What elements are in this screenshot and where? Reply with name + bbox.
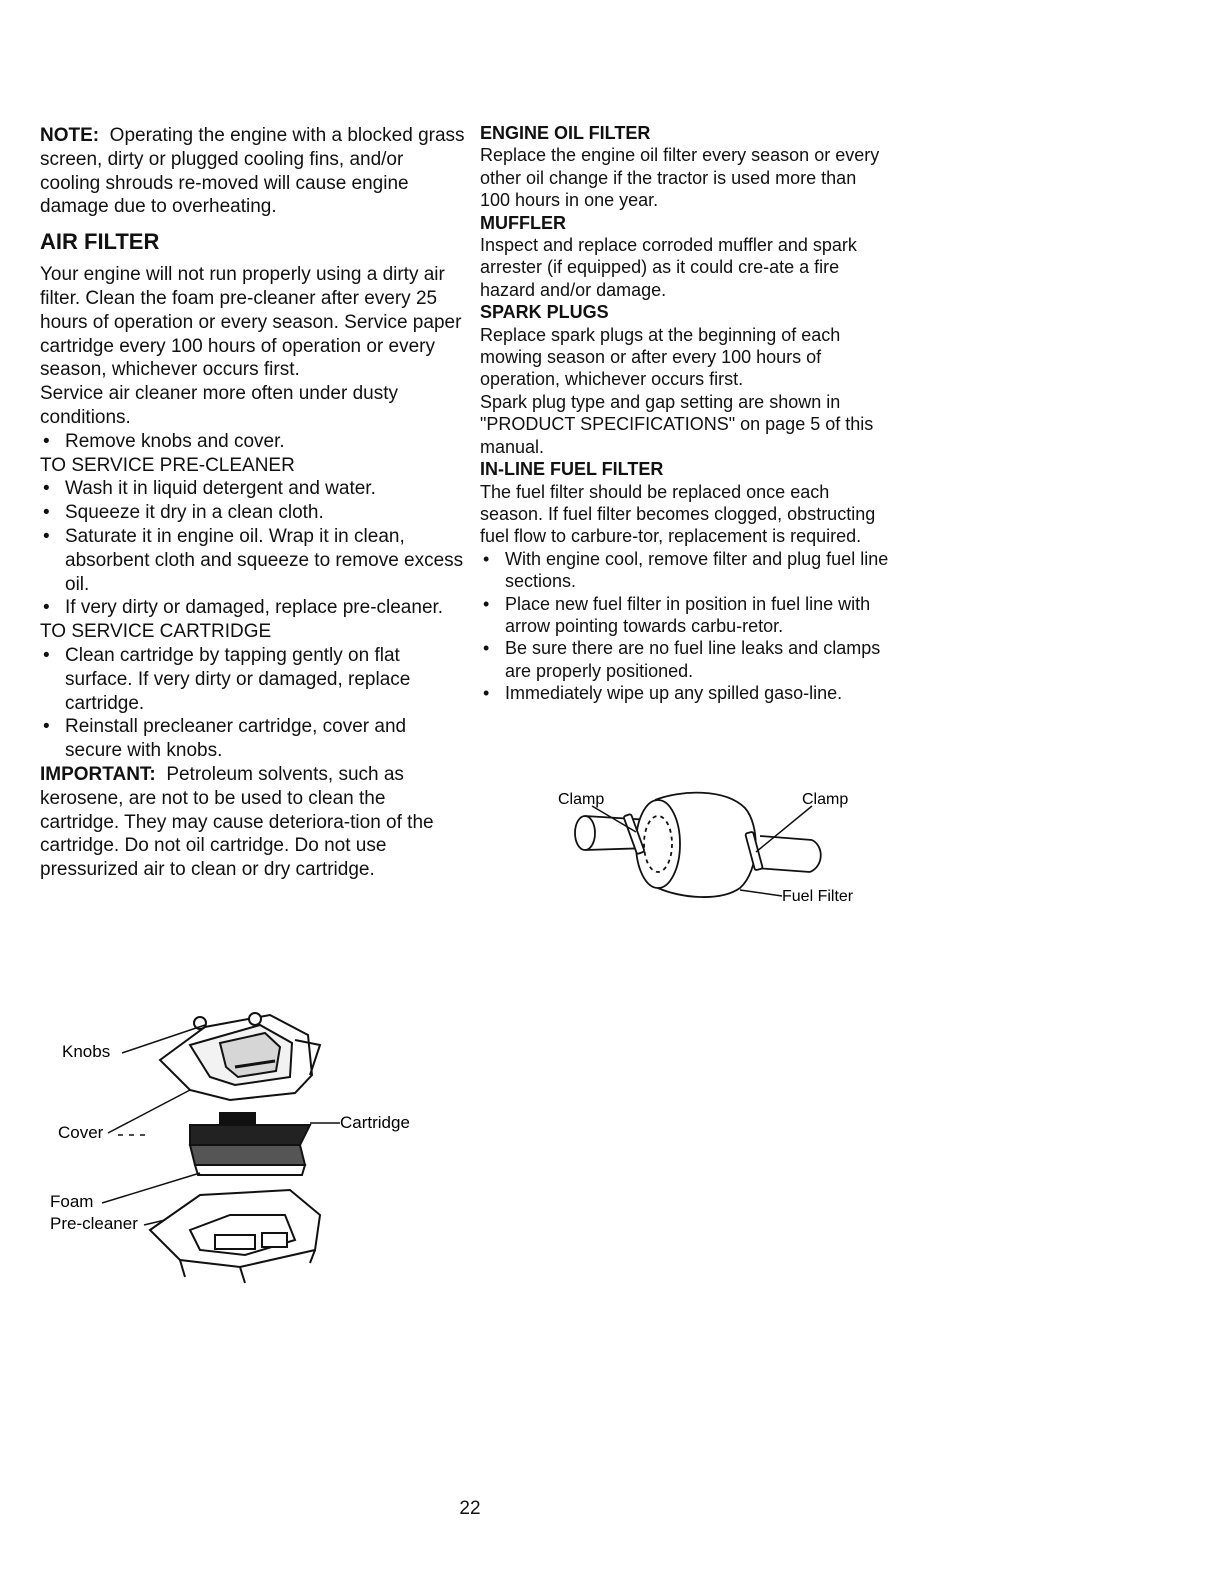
- list-item: • With engine cool, remove filter and plug fuel line sections.: [480, 548, 890, 593]
- cover-label: Cover: [58, 1123, 104, 1142]
- pre-cleaner-label: Pre-cleaner: [50, 1214, 138, 1233]
- cartridge-drawing: [190, 1113, 310, 1175]
- air-filter-bullets-a: [40, 430, 465, 454]
- pre-cleaner-drawing: [150, 1190, 320, 1283]
- fuel-filter-heading: IN-LINE FUEL FILTER: [480, 459, 664, 480]
- spark-plugs-text-1: Replace spark plugs at the beginning of each mowing season or after every 100 hours of operation, whichever occurs first.: [480, 324, 841, 390]
- important-label: IMPORTANT:: [40, 763, 156, 785]
- engine-oil-filter-heading: ENGINE OIL FILTER: [480, 123, 651, 143]
- engine-oil-filter-text: Replace the engine oil filter every season or every other oil change if the tractor is used more than 100 hours in one year.: [480, 145, 880, 211]
- important-paragraph: [40, 763, 465, 882]
- list-item: • Squeeze it dry in a clean cloth.: [40, 501, 465, 525]
- list-item: • Place new fuel filter in position in fuel line with arrow pointing towards carbu-retor.: [480, 593, 890, 638]
- air-filter-para-1: Your engine will not run properly using a dirty air filter. Clean the foam pre-cleaner after every 25 hours of operation or every season. Service paper cartridge every 100 hours of operation or every season, whichever occurs first.: [40, 264, 462, 381]
- leader-line: [108, 1090, 190, 1133]
- cartridge-subheading: TO SERVICE CARTRIDGE: [40, 621, 272, 643]
- note-label: NOTE:: [40, 125, 100, 146]
- note-text: Operating the engine with a blocked grass screen, dirty or plugged cooling fins, and/or cooling shrouds re-moved will cause engine damage due to overheating.: [40, 125, 465, 218]
- cartridge-label: Cartridge: [340, 1113, 410, 1132]
- spark-plugs-text-2: Spark plug type and gap setting are shown in "PRODUCT SPECIFICATIONS" on page 5 of this manual.: [480, 391, 874, 457]
- cover-drawing: [160, 1013, 320, 1100]
- fuel-filter-bullets: [480, 548, 890, 705]
- page-number: 22: [459, 1498, 481, 1519]
- list-item: • Immediately wipe up any spilled gaso-line.: [480, 682, 890, 704]
- spark-plugs-heading: SPARK PLUGS: [480, 302, 609, 323]
- list-item: • Wash it in liquid detergent and water.: [40, 477, 465, 501]
- air-filter-para-2: Service air cleaner more often under dusty conditions.: [40, 383, 399, 428]
- pre-cleaner-subheading: TO SERVICE PRE-CLEANER: [40, 454, 295, 476]
- muffler-heading: MUFFLER: [480, 212, 566, 233]
- list-item: • Saturate it in engine oil. Wrap it in clean, absorbent cloth and squeeze to remove excess oil.: [40, 525, 465, 596]
- clamp-left-label: Clamp: [558, 791, 605, 808]
- right-column: [480, 122, 890, 705]
- list-item: • Remove knobs and cover.: [40, 430, 465, 454]
- muffler-text: Inspect and replace corroded muffler and spark arrester (if equipped) as it could cre-ate a fire hazard and/or damage.: [480, 235, 857, 300]
- list-item: • Reinstall precleaner cartridge, cover and secure with knobs.: [40, 715, 465, 763]
- important-text: Petroleum solvents, such as kerosene, are not to be used to clean the cartridge. They may cause deteriora-tion of the cartridge. Do not oil cartridge. Do not use pressurized air to clean or dry cartridge.: [40, 763, 434, 881]
- fuel-filter-drawing: [575, 793, 821, 897]
- fuel-filter-label: Fuel Filter: [782, 888, 854, 905]
- pre-cleaner-bullets: [40, 477, 465, 620]
- note-paragraph: [40, 124, 465, 219]
- leader-line: [102, 1173, 200, 1203]
- leader-line: [756, 806, 812, 852]
- left-column: [40, 124, 465, 882]
- leader-line: [740, 890, 782, 896]
- fuel-filter-text: The fuel filter should be replaced once each season. If fuel filter becomes clogged, obstructing fuel flow to carbure-tor, replacement is required.: [480, 481, 876, 547]
- air-filter-heading: AIR FILTER: [40, 229, 160, 255]
- list-item: • If very dirty or damaged, replace pre-cleaner.: [40, 596, 465, 620]
- foam-label: Foam: [50, 1192, 94, 1211]
- list-item: • Be sure there are no fuel line leaks and clamps are properly positioned.: [480, 637, 890, 682]
- clamp-right-label: Clamp: [802, 791, 849, 808]
- cartridge-bullets: [40, 644, 465, 763]
- knobs-label: Knobs: [62, 1042, 111, 1061]
- list-item: • Clean cartridge by tapping gently on flat surface. If very dirty or damaged, replace cartridge.: [40, 644, 465, 715]
- fuel-filter-diagram: [550, 780, 890, 915]
- air-filter-diagram: [40, 1005, 460, 1290]
